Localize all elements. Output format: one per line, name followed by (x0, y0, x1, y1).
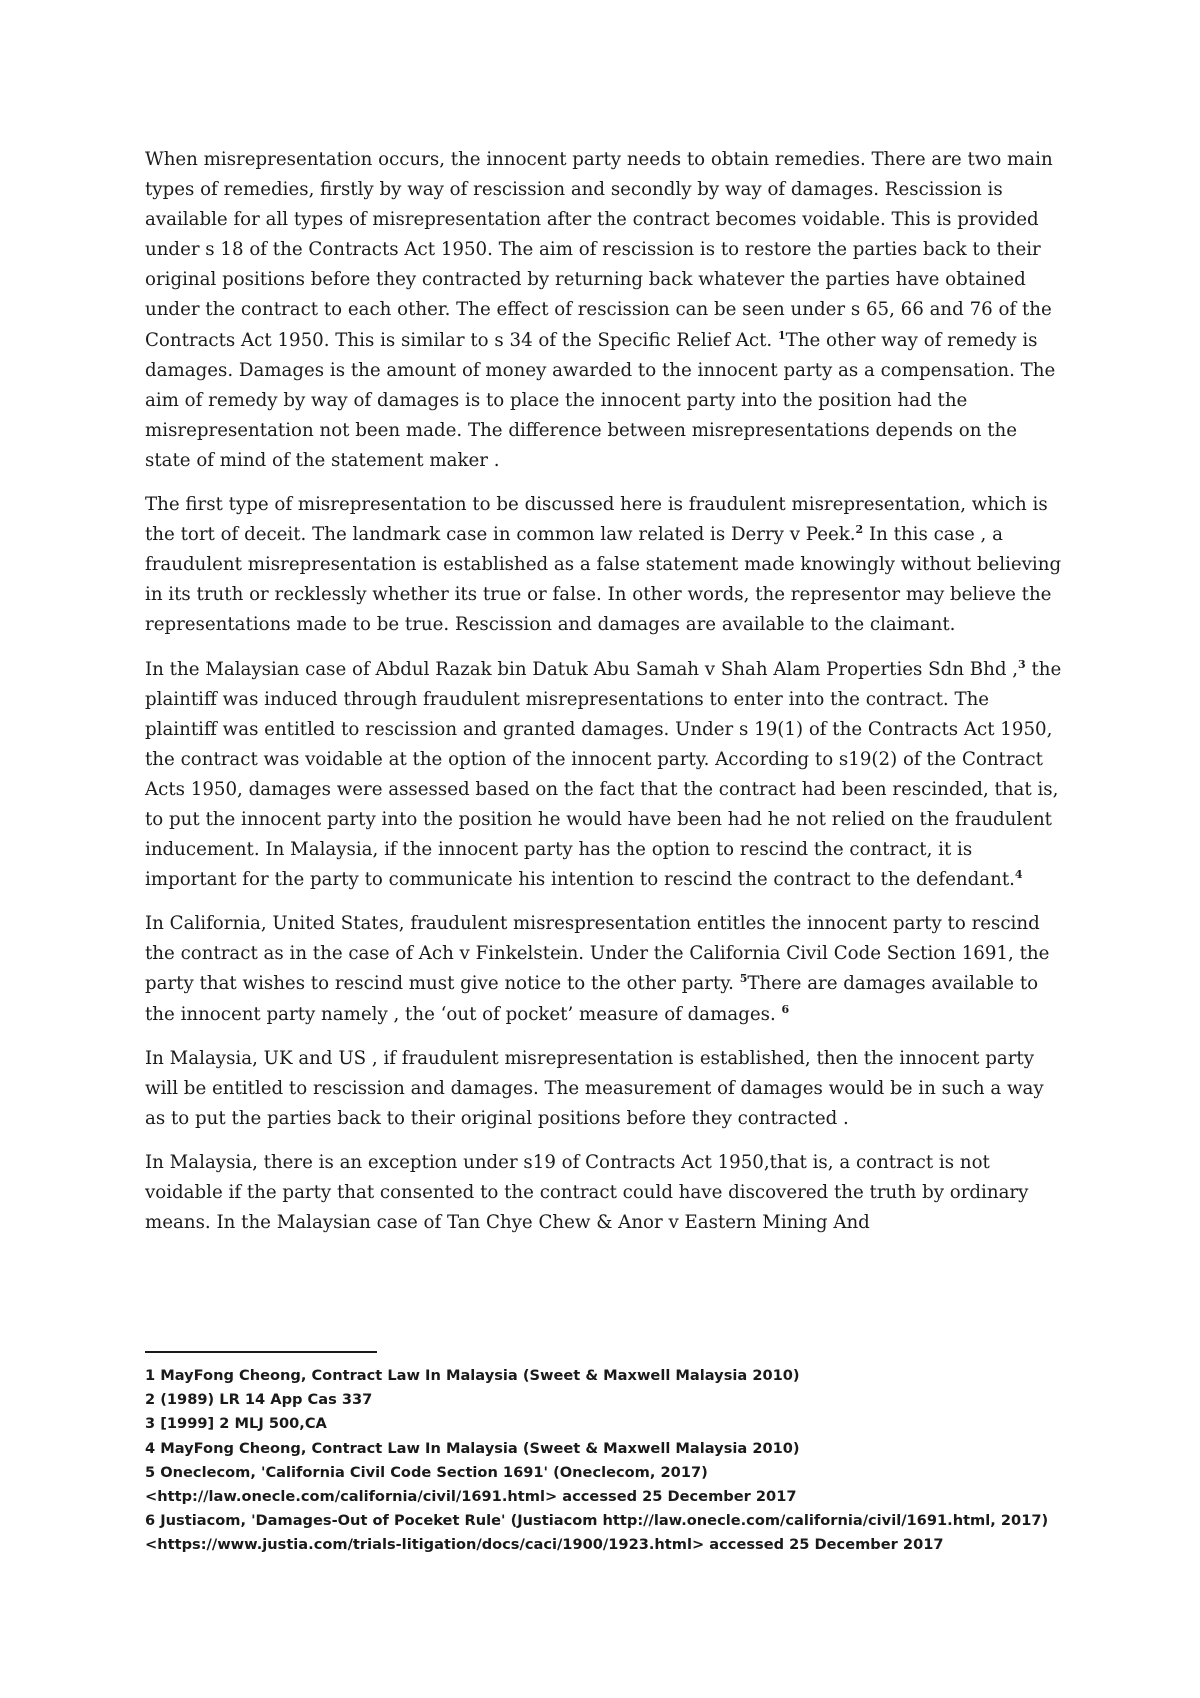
paragraph-text: the plaintiff was induced through fraudulent misrepresentations to enter into the contract. The plaintiff was entitled to rescission and granted damages. Under s 19(1) of the Contracts Act 1950, the contract was voidable at the option of the innocent party. According to s19(2) of the Contract Acts 1950, damages were assessed based on the fact that the contract had been rescinded, that is, to put the innocent party into the position he would have been had he not relied on the fraudulent inducement. In Malaysia, if the innocent party has the option to rescind the contract, it is important for the party to communicate his intention to rescind the contract to the defendant. (145, 658, 1062, 891)
body-text (145, 145, 1065, 1252)
paragraph (145, 909, 1065, 1029)
footnote-line: <https://www.justia.com/trials-litigation/docs/caci/1900/1923.html> accessed 25 December 2017 (145, 1536, 944, 1554)
footnote-line: 5 Oneclecom, 'California Civil Code Section 1691' (Oneclecom, 2017) (145, 1463, 708, 1481)
footnote-reference: 4 (1014, 868, 1023, 882)
paragraph-text: In this case , a fraudulent misrepresentation is established as a false statement made knowingly without believing in its truth or recklessly whether its true or false. In other words, the representor may believe the representations made to be true. Rescission and damages are available to the claimant. (145, 524, 1062, 636)
paragraph-text: When misrepresentation occurs, the innocent party needs to obtain remedies. There are two main types of remedies, firstly by way of rescission and secondly by way of damages. Rescission is available for all types of misrepresentation after the contract becomes voidable. This is provided under s 18 of the Contracts Act 1950. The aim of rescission is to restore the parties back to their original positions before they contracted by returning back whatever the parties have obtained under the contract to each other. The effect of rescission can be seen under s 65, 66 and 76 of the Contracts Act 1950. This is similar to s 34 of the Specific Relief Act. (145, 149, 1053, 351)
footnote-reference: 3 (1018, 657, 1026, 671)
paragraph-text: In Malaysia, UK and US , if fraudulent misrepresentation is established, then the innocent party will be entitled to rescission and damages. The measurement of damages would be in such a way as to put the parties back to their original positions before they contracted . (145, 1047, 1044, 1129)
paragraph-text: In California, United States, fraudulent misrespresentation entitles the innocent party to rescind the contract as in the case of Ach v Finkelstein. Under the California Civil Code Section 1691, the party that wishes to rescind must give notice to the other party. (145, 913, 1050, 995)
footnote-reference: 1 (777, 328, 786, 342)
paragraph-text: The first type of misrepresentation to be discussed here is fraudulent misrepresentation, which is the tort of deceit. The landmark case in common law related is Derry v Peek. (145, 494, 1048, 546)
footnote-line: <http://law.onecle.com/california/civil/1691.html> accessed 25 December 2017 (145, 1488, 797, 1506)
footnote-line: 3 [1999] 2 MLJ 500,CA (145, 1415, 327, 1433)
paragraph (145, 1044, 1065, 1134)
footnote-line: 4 MayFong Cheong, Contract Law In Malaysia (Sweet & Maxwell Malaysia 2010) (145, 1439, 800, 1457)
footnote-reference: 2 (855, 523, 864, 537)
footnote-separator (145, 1351, 377, 1353)
paragraph-text: In the Malaysian case of Abdul Razak bin Datuk Abu Samah v Shah Alam Properties Sdn Bhd , (145, 658, 1019, 680)
paragraph (145, 145, 1065, 476)
paragraph-text: In Malaysia, there is an exception under s19 of Contracts Act 1950,that is, a contract is not voidable if the party that consented to the contract could have discovered the truth by ordinary means. In the Malaysian case of Tan Chye Chew & Anor v Eastern Mining And (145, 1151, 1029, 1234)
paragraph-text: The other way of remedy is damages. Damages is the amount of money awarded to the innocent party as a compensation. The aim of remedy by way of damages is to place the innocent party into the position had the misrepresentation not been made. The difference between misrepresentations depends on the state of mind of the statement maker . (145, 329, 1056, 471)
paragraph (145, 490, 1065, 640)
footnotes (145, 1364, 1085, 1558)
footnote-reference: 5 (739, 972, 748, 986)
footnote-line: 6 Justiacom, 'Damages-Out of Poceket Rule' (Justiacom http://law.onecle.com/california/civil/1691.html, 2017) (145, 1512, 1049, 1530)
footnote-reference: 6 (781, 1002, 790, 1016)
footnote-line: 1 MayFong Cheong, Contract Law In Malaysia (Sweet & Maxwell Malaysia 2010) (145, 1367, 800, 1384)
paragraph-text: There are damages available to the innocent party namely , the ‘out of pocket’ measure of damages. (145, 973, 1039, 1025)
paragraph (145, 655, 1065, 896)
paragraph (145, 1148, 1065, 1238)
footnote-line: 2 (1989) LR 14 App Cas 337 (145, 1391, 373, 1409)
